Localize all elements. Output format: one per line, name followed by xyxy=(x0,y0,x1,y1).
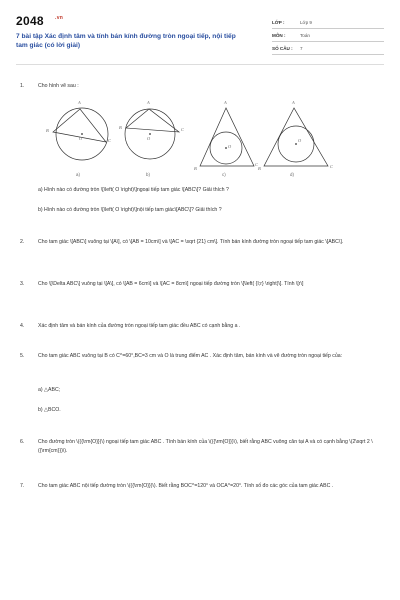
figure-caption: c) xyxy=(222,172,226,177)
point-label: A xyxy=(292,100,295,105)
figure-caption: b) xyxy=(146,172,150,177)
meta-row-class xyxy=(272,16,384,29)
question-number: 2. xyxy=(20,239,25,245)
site-logo[interactable] xyxy=(16,14,64,28)
point-label: C xyxy=(330,164,333,169)
question-text: Cho đường tròn \(({\rm{O}})\) ngoại tiếp tam giác ABC . Tính bán kính của \(({\rm{O}})\), biết rằng ABC vuông cân tại A và có cạnh bằng \(2\sqrt 2 \({\rm{cm}})\). xyxy=(38,439,373,454)
figure-caption: a) xyxy=(76,172,80,177)
point-label: B xyxy=(119,125,122,130)
question-number: 4. xyxy=(20,323,25,329)
logo-number: 2048 xyxy=(16,14,44,28)
point-label: O xyxy=(298,138,302,143)
meta-table xyxy=(272,16,384,55)
meta-value: Lớp 9 xyxy=(300,20,312,25)
page-header xyxy=(16,14,384,60)
point-label: A xyxy=(147,100,150,105)
q5-sub-a: a) △ABC; xyxy=(38,387,61,393)
point-label: B xyxy=(194,166,197,171)
meta-key: LỚP : xyxy=(272,20,285,25)
question-number: 7. xyxy=(20,483,25,489)
point-label: A xyxy=(224,100,227,105)
document-title: 7 bài tập Xác định tâm và tính bán kính đường tròn ngoại tiếp, nội tiếp tam giác (có lời giải) xyxy=(16,33,236,49)
meta-row-subject xyxy=(272,29,384,42)
question-number: 3. xyxy=(20,281,25,287)
meta-value: Toán xyxy=(300,33,310,38)
question-number: 6. xyxy=(20,439,25,445)
question-text: Cho tam giác ABC nội tiếp đường tròn \(({\rm{O}})\). Biết rằng BOC^=120° và OCA^=20°. Tính số đo các góc của tam giác ABC . xyxy=(38,483,334,489)
point-label: C xyxy=(181,127,184,132)
point-label: B xyxy=(258,166,261,171)
q5-sub-b: b) △BCO. xyxy=(38,407,61,413)
figure-group xyxy=(36,100,356,180)
question-text: Cho tam giác \[ABC\] vuông tại \[A\], có \[AB = 10cm\] và \[AC = \sqrt {21} cm\]. Tính bán kính đường tròn ngoại tiếp tam giác \[ABC\]. xyxy=(38,239,344,245)
point-label: C xyxy=(108,138,111,143)
point-label: B xyxy=(46,128,49,133)
question-text: Cho hình vẽ sau : xyxy=(38,83,79,89)
figure-caption: d) xyxy=(290,172,294,177)
q1-sub-a: a) Hình nào có đường tròn \[\left( O \right)\]ngoại tiếp tam giác \[ABC\]? Giải thích ? xyxy=(38,187,229,193)
point-label: O xyxy=(79,136,83,141)
logo-suffix: .vn xyxy=(55,15,64,21)
question-number: 5. xyxy=(20,353,25,359)
point-label: O xyxy=(147,136,151,141)
fig-d-triangle xyxy=(264,108,328,166)
point-label: A xyxy=(78,100,81,105)
meta-key: MÔN : xyxy=(272,33,286,38)
q1-sub-b: b) Hình nào có đường tròn \[\left( O \right)\]nội tiếp tam giác\[ABC\]? Giải thích ? xyxy=(38,207,222,213)
meta-key: SỐ CÂU : xyxy=(272,46,293,51)
question-text: Xác định tâm và bán kính của đường tròn ngoại tiếp tam giác đều ABC có cạnh bằng a . xyxy=(38,323,241,329)
question-number: 1. xyxy=(20,83,25,89)
question-text: Cho tam giác ABC vuông tại B có C^=60°,BC=3 cm và O là trung điểm AC . Xác định tâm, bán kính và vẽ đường tròn ngoại tiếp của: xyxy=(38,353,343,359)
question-text: Cho \[\Delta ABC\] vuông tại \[A\], có \[AB = 6cm\] và \[AC = 8cm\] ngoại tiếp đường tròn \[\left( {I;r} \right)\]. Tính \[r\] xyxy=(38,281,304,287)
fig-c-triangle xyxy=(200,108,254,166)
point-label: C xyxy=(255,162,258,167)
meta-value: 7 xyxy=(300,46,303,51)
point-label: O xyxy=(228,144,232,149)
meta-row-count xyxy=(272,42,384,55)
header-divider xyxy=(16,64,384,65)
